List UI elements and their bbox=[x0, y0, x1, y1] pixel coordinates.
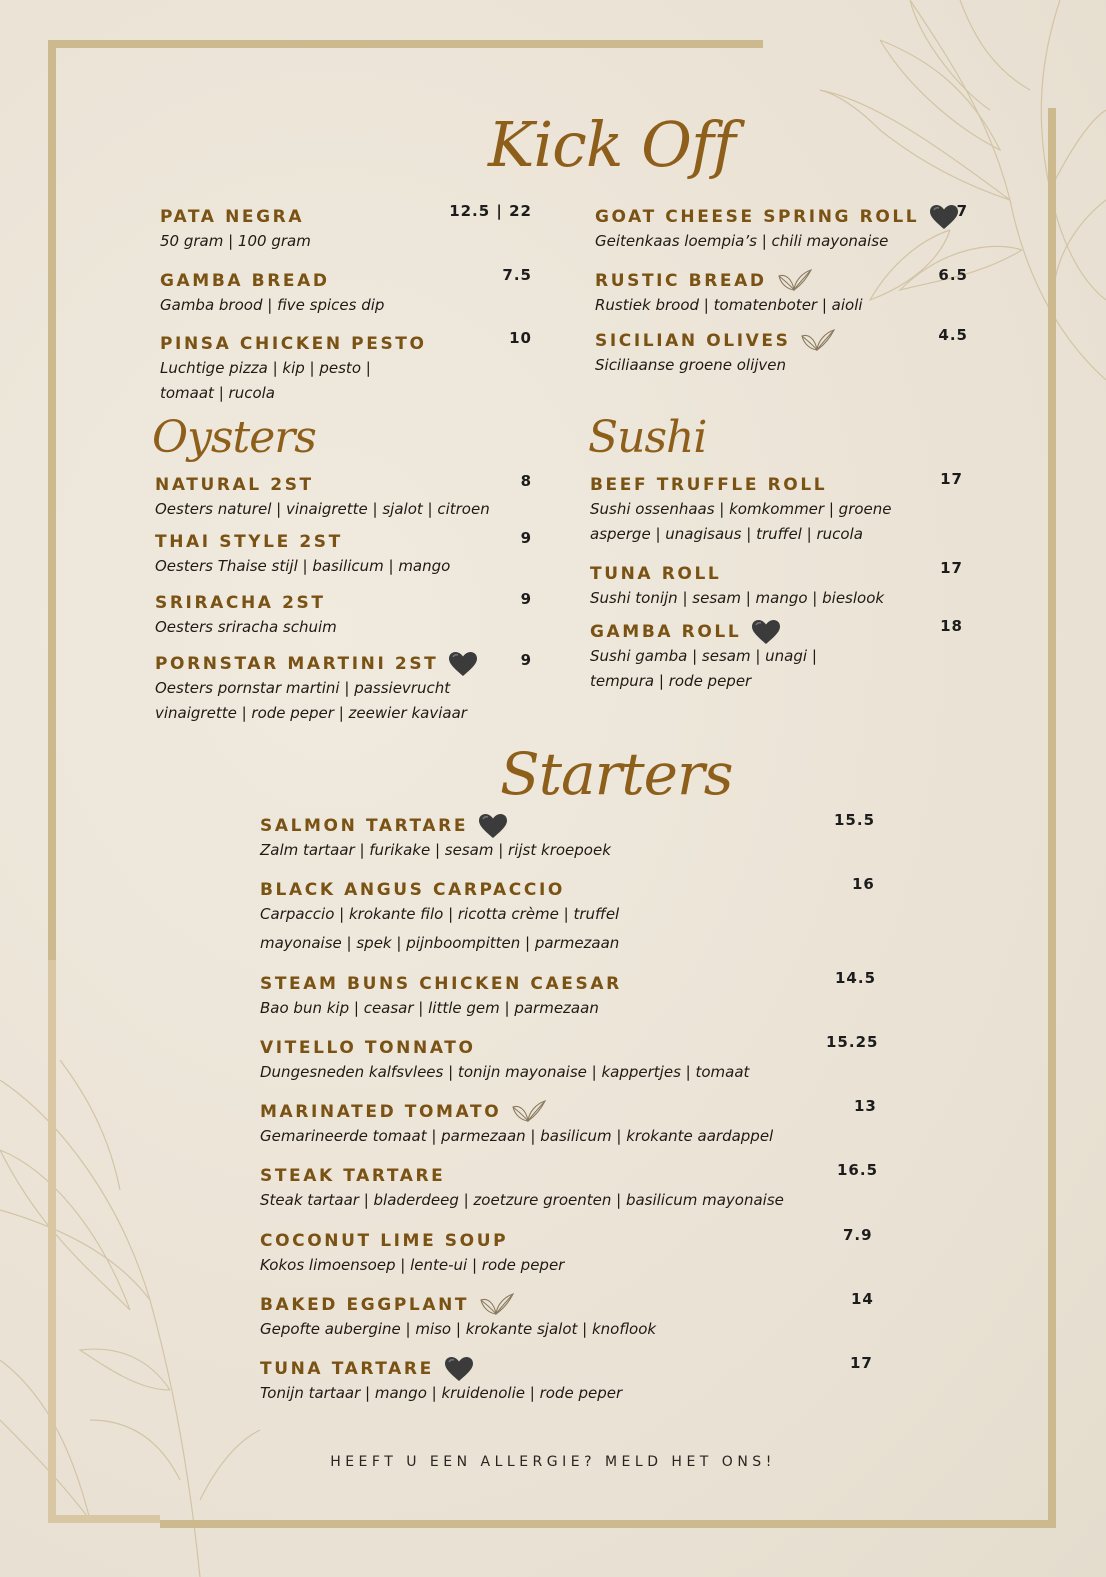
menu-item-description: Gemarineerde tomaat | parmezaan | basilicum | krokante aardappel bbox=[260, 1127, 774, 1145]
menu-item-description: Oesters sriracha schuim bbox=[155, 618, 337, 636]
menu-item-description: Bao bun kip | ceasar | little gem | parmezaan bbox=[260, 999, 599, 1017]
frame-border-left-lower bbox=[48, 960, 56, 1515]
heart-icon bbox=[929, 204, 959, 230]
menu-item-name-text: STEAM BUNS CHICKEN CAESAR bbox=[260, 974, 622, 994]
menu-item-name-text: PATA NEGRA bbox=[160, 207, 305, 227]
menu-item-name bbox=[260, 1358, 622, 1380]
menu-item-description: 50 gram | 100 gram bbox=[160, 232, 311, 250]
menu-item-price: 14.5 bbox=[835, 969, 877, 987]
menu-item-name bbox=[260, 1294, 656, 1316]
section-title-kickoff: Kick Off bbox=[488, 108, 735, 181]
menu-item-name bbox=[160, 333, 427, 355]
menu-item-name bbox=[260, 1037, 749, 1059]
menu-item-name-text: THAI STYLE 2ST bbox=[155, 532, 343, 552]
menu-item bbox=[155, 474, 490, 521]
menu-item-price: 13 bbox=[854, 1097, 877, 1115]
menu-item-description: Gamba brood | five spices dip bbox=[160, 296, 385, 314]
menu-item-name-text: GAMBA ROLL bbox=[590, 622, 742, 642]
menu-item-name-text: BLACK ANGUS CARPACCIO bbox=[260, 880, 565, 900]
menu-item-description: Steak tartaar | bladerdeeg | zoetzure groenten | basilicum mayonaise bbox=[260, 1191, 784, 1209]
menu-item-name bbox=[260, 815, 611, 837]
menu-item-description: Geitenkaas loempia’s | chili mayonaise bbox=[595, 232, 889, 250]
menu-item-name-text: TUNA ROLL bbox=[590, 564, 722, 584]
menu-item-name bbox=[260, 1165, 784, 1187]
menu-item-name-text: MARINATED TOMATO bbox=[260, 1102, 502, 1122]
leaf-icon bbox=[800, 328, 836, 354]
menu-item-price: 16.5 bbox=[837, 1161, 879, 1179]
menu-item-name-text: RUSTIC BREAD bbox=[595, 271, 767, 291]
menu-item-description: Sushi ossenhaas | komkommer | groene bbox=[590, 500, 892, 518]
menu-item-price: 6.5 bbox=[938, 266, 968, 284]
menu-item-name bbox=[595, 270, 863, 292]
menu-item-description: mayonaise | spek | pijnboompitten | parmezaan bbox=[260, 934, 620, 952]
menu-item-price: 16 bbox=[852, 875, 875, 893]
menu-item-name bbox=[595, 330, 836, 352]
menu-item-description: Gepofte aubergine | miso | krokante sjalot | knoflook bbox=[260, 1320, 657, 1338]
menu-item-price: 9 bbox=[520, 590, 532, 608]
menu-item-name bbox=[155, 474, 490, 496]
menu-item bbox=[155, 531, 450, 578]
menu-item bbox=[595, 270, 863, 317]
menu-item-description: Oesters naturel | vinaigrette | sjalot | citroen bbox=[155, 500, 490, 518]
menu-item-description: Sushi tonijn | sesam | mango | bieslook bbox=[590, 589, 885, 607]
menu-item-name bbox=[260, 879, 619, 901]
menu-item-name-text: PORNSTAR MARTINI 2ST bbox=[155, 654, 439, 674]
allergy-notice: HEEFT U EEN ALLERGIE? MELD HET ONS! bbox=[330, 1454, 776, 1470]
menu-item-name bbox=[590, 621, 817, 643]
menu-item-price: 17 bbox=[940, 470, 963, 488]
menu-item-name bbox=[590, 563, 884, 585]
menu-item-description: Tonijn tartaar | mango | kruidenolie | rode peper bbox=[260, 1384, 623, 1402]
menu-item bbox=[595, 206, 959, 253]
heart-icon bbox=[478, 813, 508, 839]
menu-item bbox=[155, 653, 478, 725]
heart-icon bbox=[751, 619, 781, 645]
menu-item-price: 10 bbox=[509, 329, 532, 347]
frame-border-bottom-left bbox=[48, 1515, 160, 1523]
heart-icon bbox=[444, 1356, 474, 1382]
menu-item bbox=[260, 1358, 622, 1405]
menu-item bbox=[260, 815, 611, 862]
menu-item-name-text: NATURAL 2ST bbox=[155, 475, 314, 495]
menu-item bbox=[595, 330, 836, 377]
menu-item bbox=[160, 333, 427, 405]
menu-item-description: Oesters pornstar martini | passievrucht bbox=[155, 679, 451, 697]
menu-item-price: 17 bbox=[940, 559, 963, 577]
menu-item bbox=[155, 592, 337, 639]
menu-item-name bbox=[160, 270, 384, 292]
menu-item-name-text: BAKED EGGPLANT bbox=[260, 1295, 470, 1315]
menu-item-price: 14 bbox=[851, 1290, 874, 1308]
menu-item-price: 18 bbox=[940, 617, 963, 635]
menu-item-name-text: TUNA TARTARE bbox=[260, 1359, 434, 1379]
menu-item-name-text: STEAK TARTARE bbox=[260, 1166, 446, 1186]
menu-item-name-text: GAMBA BREAD bbox=[160, 271, 330, 291]
menu-item bbox=[260, 1101, 773, 1148]
menu-item-name bbox=[155, 653, 478, 675]
menu-item-price: 9 bbox=[520, 529, 532, 547]
section-title-oysters: Oysters bbox=[152, 412, 316, 463]
menu-item-name-text: SRIRACHA 2ST bbox=[155, 593, 326, 613]
menu-item-name bbox=[590, 474, 892, 496]
frame-border-top bbox=[48, 40, 763, 48]
menu-item-price: 9 bbox=[520, 651, 532, 669]
frame-border-bottom bbox=[160, 1520, 1056, 1528]
menu-item-description: vinaigrette | rode peper | zeewier kaviaar bbox=[155, 704, 467, 722]
botanical-decoration-bottom-left-icon bbox=[0, 1060, 260, 1577]
menu-item-description: Oesters Thaise stijl | basilicum | mango bbox=[155, 557, 451, 575]
menu-item-name bbox=[260, 1230, 564, 1252]
menu-item bbox=[260, 1165, 784, 1212]
menu-item-description: Luchtige pizza | kip | pesto | bbox=[160, 359, 371, 377]
menu-item-name-text: BEEF TRUFFLE ROLL bbox=[590, 475, 828, 495]
menu-item-price: 4.5 bbox=[938, 326, 968, 344]
frame-border-left bbox=[48, 40, 56, 960]
menu-item-name bbox=[595, 206, 959, 228]
menu-item-description: asperge | unagisaus | truffel | rucola bbox=[590, 525, 863, 543]
menu-item bbox=[160, 270, 384, 317]
menu-item-description: Sushi gamba | sesam | unagi | bbox=[590, 647, 817, 665]
leaf-icon bbox=[511, 1099, 547, 1125]
menu-item-name-text: PINSA CHICKEN PESTO bbox=[160, 334, 427, 354]
menu-item-description: tomaat | rucola bbox=[160, 384, 275, 402]
menu-item-price: 15.5 bbox=[834, 811, 876, 829]
menu-item bbox=[160, 206, 311, 253]
menu-item-price: 7.9 bbox=[843, 1226, 873, 1244]
menu-item-description: Carpaccio | krokante filo | ricotta crème | truffel bbox=[260, 905, 620, 923]
menu-item-name bbox=[160, 206, 311, 228]
leaf-icon bbox=[479, 1292, 515, 1318]
menu-item bbox=[260, 973, 622, 1020]
menu-item-description: Kokos limoensoep | lente-ui | rode peper bbox=[260, 1256, 565, 1274]
leaf-icon bbox=[777, 268, 813, 294]
menu-item bbox=[260, 1230, 564, 1277]
frame-border-right bbox=[1048, 108, 1056, 1528]
menu-item-price: 8 bbox=[520, 472, 532, 490]
menu-item-price: 17 bbox=[850, 1354, 873, 1372]
menu-item bbox=[590, 563, 884, 610]
menu-item-price: 7 bbox=[956, 202, 968, 220]
menu-item bbox=[590, 474, 892, 546]
menu-item-description: tempura | rode peper bbox=[590, 672, 752, 690]
menu-item-name bbox=[155, 592, 337, 614]
menu-item-name-text: SICILIAN OLIVES bbox=[595, 331, 791, 351]
section-title-starters: Starters bbox=[500, 740, 733, 808]
menu-item-name-text: SALMON TARTARE bbox=[260, 816, 469, 836]
menu-item-description: Siciliaanse groene olijven bbox=[595, 356, 787, 374]
menu-item bbox=[590, 621, 817, 693]
menu-item-description: Dungesneden kalfsvlees | tonijn mayonaise | kappertjes | tomaat bbox=[260, 1063, 750, 1081]
heart-icon bbox=[448, 651, 478, 677]
menu-item-name-text: GOAT CHEESE SPRING ROLL bbox=[595, 207, 920, 227]
menu-item-name bbox=[260, 1101, 773, 1123]
menu-item-name bbox=[155, 531, 450, 553]
menu-item bbox=[260, 1294, 656, 1341]
menu-item-price: 7.5 bbox=[502, 266, 532, 284]
menu-item-price: 12.5 | 22 bbox=[449, 202, 532, 220]
menu-item-description: Zalm tartaar | furikake | sesam | rijst kroepoek bbox=[260, 841, 611, 859]
menu-item-name bbox=[260, 973, 622, 995]
menu-item-name-text: COCONUT LIME SOUP bbox=[260, 1231, 509, 1251]
menu-item bbox=[260, 1037, 749, 1084]
menu-item-name-text: VITELLO TONNATO bbox=[260, 1038, 476, 1058]
menu-item-description: Rustiek brood | tomatenboter | aioli bbox=[595, 296, 863, 314]
section-title-sushi: Sushi bbox=[588, 412, 707, 463]
menu-item bbox=[260, 879, 619, 955]
menu-item-price: 15.25 bbox=[826, 1033, 879, 1051]
